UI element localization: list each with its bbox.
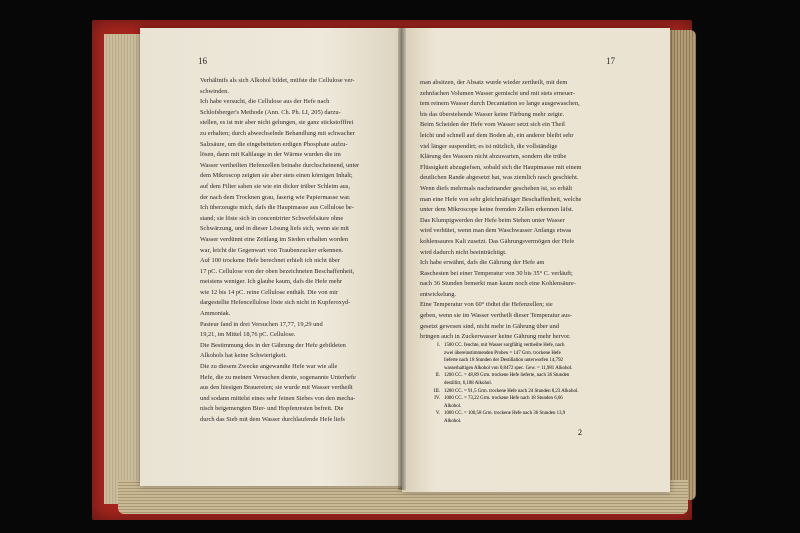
footnote-text: 1000 CC. = 73,22 Grm. trockene Hefe nach 18 Stunden 6,66: [444, 396, 563, 402]
text-line: meistens weniger. Ich glaube kaum, dafs die Hefe mehr: [200, 278, 342, 286]
text-line: Verhältnifs als sich Alkohol bildet, müfste die Cellulose ver-: [200, 77, 355, 84]
footnote-line: [424, 395, 624, 403]
text-line: Schlofsberger's Methode (Ann. Ch. Ph. LI, 205) darzu-: [200, 108, 341, 116]
text-line: Salzsäure, um die eingebetteten erdigen Phosphate aufzu-: [200, 140, 348, 148]
text-line: leicht und schnell auf dem Boden ab, ein anderer bleibt sehr: [420, 131, 574, 139]
text-line: viel länger suspendirt; es ist nützlich, die vollständige: [420, 142, 558, 150]
footnote-line: [424, 380, 624, 388]
footnote-line: [424, 388, 624, 396]
text-line: Ich habe erwähnt, dafs die Gährung der Hefe am: [420, 259, 545, 267]
text-line: man eine Hefe von sehr gleichmäfsiger Beschaffenheit, welche: [420, 195, 582, 203]
text-line: Raschesten bei einer Temperatur von 30 bis 35° C. verläuft;: [420, 269, 573, 277]
footnote-line: [424, 418, 624, 426]
text-line: Eine Temperatur von 60° tödtet die Hefenzellen; sie: [420, 301, 553, 309]
footnote-line: [424, 342, 624, 350]
signature-mark: 2: [578, 428, 582, 437]
text-line: kohlensaures Kali zusetzt. Das Gährungsvermögen der Hefe: [420, 237, 575, 245]
text-line: bis das überstehende Wasser keine Färbung mehr zeigte.: [420, 110, 565, 118]
text-line: 17 pC. Cellulose von der oben bezeichneten Beschaffenheit,: [200, 267, 355, 275]
footnote-number: I.: [437, 343, 440, 348]
text-line: Pasteur fand in drei Versuchen 17,77, 19,29 und: [200, 320, 323, 328]
text-line: Schwärzung, und in dieser Lösung liefs sich, wenn sie mit: [200, 225, 349, 233]
text-line: Flüssigkeit abzugiefsen, sobald sich die Hauptmasse mit einem: [420, 163, 582, 171]
text-line: wie 12 bis 14 pC. reine Cellulose enthält. Die von mir: [200, 288, 339, 296]
footnote-text: Alkohol.: [444, 418, 462, 424]
text-line: Klärung des Wassers nicht abzuwarten, sondern die trübe: [420, 153, 567, 161]
footnote-text: 1500 CC. feuchte, mit Wasser sorgfältig vertheilte Hefe, nach: [444, 343, 565, 348]
footnotes: [424, 342, 624, 426]
text-line: Auf 100 trockene Hefe berechnet erhielt ich nicht über: [200, 257, 340, 265]
text-line: gesetzt gewesen sind, nicht mehr in Gährung über und: [420, 322, 559, 330]
text-line: zu erhalten; durch abwechselnde Behandlung mit schwacher: [200, 129, 355, 137]
text-line: Wasser vertheilten Hefenzellen beinahe durchscheinend, unter: [200, 161, 360, 169]
left-page-text: [200, 76, 400, 426]
text-line: bringen auch in Zuckerwasser keine Gährung mehr hervor.: [420, 333, 571, 341]
footnote-text: Alkohol.: [444, 403, 462, 409]
text-line: 19,21, im Mittel 18,76 pC. Cellulose.: [200, 331, 296, 339]
text-line: aus den hiesigen Brauereien; sie wurde mit Wasser vertheilt: [200, 384, 353, 392]
left-page-number: 16: [198, 56, 207, 66]
footnote-text: zwei übereinstimmenden Proben = 147 Grm. trockene Hefe: [444, 350, 561, 356]
text-line: entwickelung.: [420, 290, 457, 298]
text-line: Hefe, die zu meinen Versuchen diente, sogenannte Unterhefe: [200, 373, 356, 381]
footnote-text: 1200 CC. = 48,89 Grm. trockene Hefe lieferte, nach 36 Stunden: [444, 373, 570, 379]
text-line: durch das Sieb mit dem Wasser durchlaufende Hefe liefs: [200, 416, 345, 423]
text-line: und sodann mittelst eines sehr feinen Siebes von den mecha-: [200, 394, 356, 402]
footnote-text: wasserhaltigen Alkohol von 0,8472 spec. Gew. = 11,981 Alkohol.: [444, 365, 573, 371]
text-line: wird dadurch nicht beeinträchtigt.: [420, 248, 507, 256]
text-line: stellen, es ist mir aber nicht gelungen, sie ganz stickstofffrei: [200, 119, 354, 127]
footnote-text: 1000 CC. = 100,58 Grm. trockene Hefe nach 36 Stunden 13,9: [444, 411, 566, 417]
text-line: dem Mikroscop zeigten sie aber stets einen körnigen Inhalt;: [200, 172, 353, 180]
footnote-text: lieferte nach 18 Stunden der Destillation unterworfen 14,792: [444, 358, 563, 364]
page-edges-left: [104, 34, 144, 504]
text-line: war, leicht die Gegenwart von Traubenzucker erkennen.: [200, 246, 344, 254]
text-line: Ich habe versucht, die Cellulose aus der Hefe nach: [200, 98, 330, 106]
footnote-line: [424, 403, 624, 411]
text-line: der nach dem Trocknen grau, faserig wie Papiermasse war.: [200, 193, 351, 201]
text-line: Ammoniak.: [200, 310, 231, 318]
text-line: lösen, dann mit Kalilauge in der Wärme wurden die im: [200, 151, 341, 159]
text-line: Wasser verdünnt eine Zeitlang im Sieden erhalten worden: [200, 235, 349, 243]
footnote-number: III.: [433, 388, 440, 394]
text-line: dargestellte Hefencellulose löste sich nicht in Kupferoxyd-: [200, 299, 351, 307]
text-line: Ich überzeugte mich, dafs die Hauptmasse aus Cellulose be-: [200, 204, 354, 212]
text-line: nach 36 Stunden bemerkt man kaum noch eine Kohlensäure-: [420, 280, 576, 288]
text-line: auf dem Filter sahen sie wie ein dicker trüber Schleim aus,: [200, 182, 350, 190]
text-line: Das Klumpigwerden der Hefe beim Stehen unter Wasser: [420, 216, 565, 224]
text-line: Die zu diesem Zwecke angewandte Hefe war wie alle: [200, 363, 338, 371]
text-line: wird verhütet, wenn man dem Waschwasser Anfangs etwas: [420, 227, 572, 235]
text-line: schwinden.: [200, 87, 229, 95]
footnote-line: [424, 350, 624, 358]
footnote-line: [424, 365, 624, 373]
text-line: Alkohols hat keine Schwierigkeit.: [200, 352, 287, 360]
footnote-line: [424, 372, 624, 380]
footnote-number: II.: [435, 373, 440, 379]
footnote-line: [424, 357, 624, 365]
footnote-text: 1200 CC. = 91,5 Grm. trockene Hefe nach 24 Stunden 8,23 Alkohol.: [444, 388, 579, 394]
right-page-text: [420, 78, 622, 343]
text-line: man absitzen, der Absatz wurde wieder zertheilt, mit dem: [420, 79, 568, 86]
text-line: nisch beigemengten Bier- und Hopfenresten befreit. Die: [200, 405, 344, 413]
text-line: zehnfachen Volumen Wasser gemischt und mit stets erneuer-: [420, 89, 575, 97]
right-page-number: 17: [606, 56, 615, 66]
text-line: stand; sie löste sich in concentrirter Schwefelsäure ohne: [200, 214, 344, 222]
footnote-number: IV.: [434, 396, 440, 402]
text-line: deutlichen Rande abgesetzt hat, was ziemlich rasch geschieht.: [420, 174, 579, 182]
text-line: Die Bestimmung des in der Gährung der Hefe gebildeten: [200, 341, 346, 349]
text-line: Wenn diefs mehrmals nacheinander geschehen ist, so erhält: [420, 184, 573, 192]
footnote-number: V.: [435, 411, 440, 417]
footnote-text: destillirt, 6,188 Alkohol.: [444, 380, 492, 386]
text-line: unter dem Mikroscope keine fremden Zellen erkennen läfst.: [420, 206, 574, 214]
text-line: Beim Scheiden der Hefe vom Wasser setzt sich ein Theil: [420, 121, 565, 129]
footnote-line: [424, 410, 624, 418]
text-line: tem reinem Wasser durch Decantation so lange ausgewaschen,: [420, 100, 580, 108]
text-line: geben, wenn sie im Wasser vertheilt dieser Temperatur aus-: [420, 312, 572, 320]
